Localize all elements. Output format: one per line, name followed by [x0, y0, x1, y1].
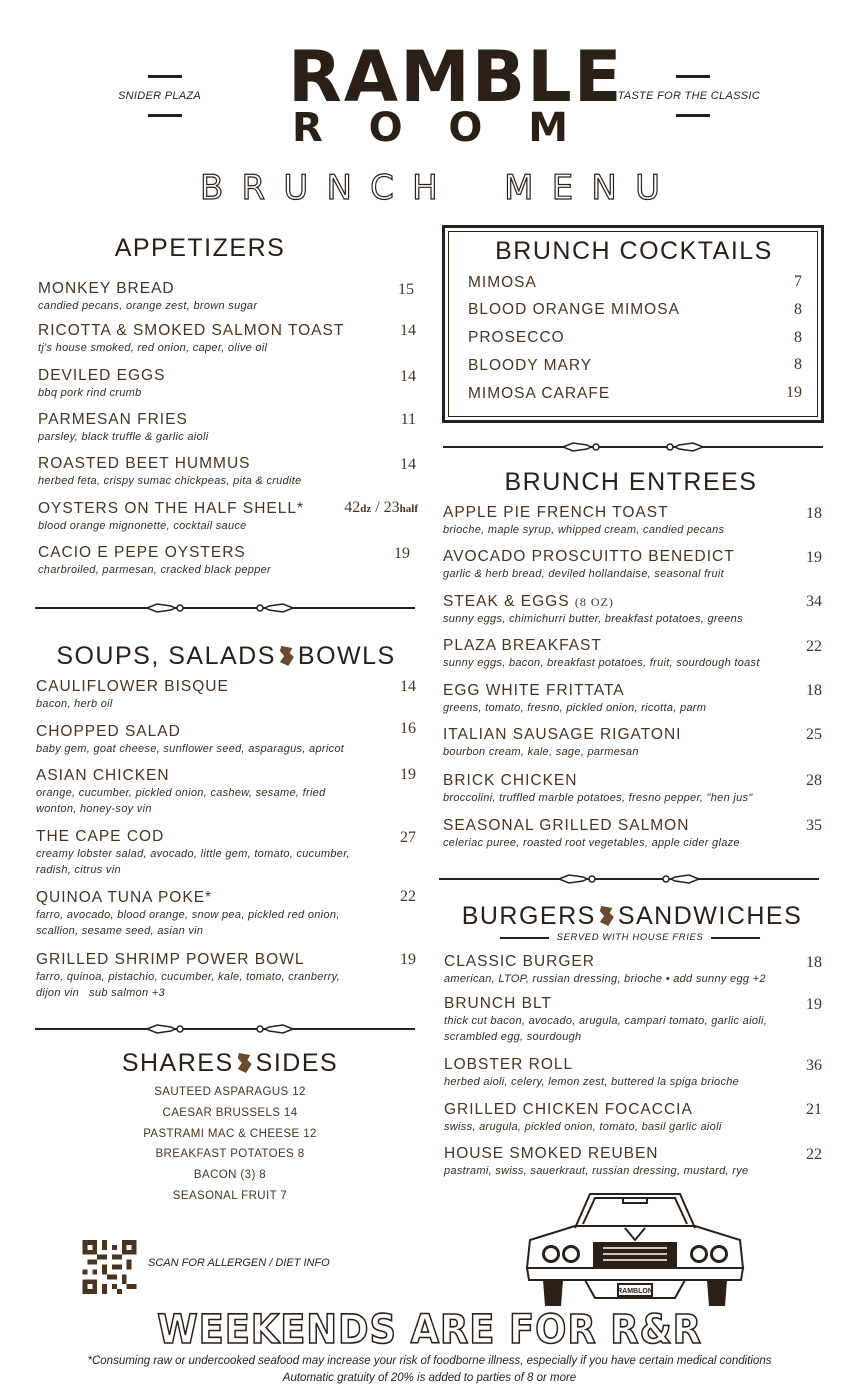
item-price: 18: [806, 954, 822, 971]
item-name: BRICK CHICKEN: [443, 772, 578, 789]
menu-item: [444, 1145, 748, 1179]
qr-code-icon[interactable]: [82, 1240, 137, 1294]
cocktail-name: BLOOD ORANGE MIMOSA: [468, 301, 680, 318]
item-name: EGG WHITE FRITTATA: [443, 682, 625, 699]
item-price: 19: [806, 996, 822, 1013]
cocktail-name: PROSECCO: [468, 329, 565, 346]
item-name: MONKEY BREAD: [38, 280, 175, 297]
logo-room: [288, 105, 572, 151]
item-desc: herbed aioli, celery, lemon zest, buttered la spiga brioche: [444, 1076, 740, 1088]
item-desc: farro, quinoa, pistachio, cucumber, kale, tomato, cranberry, dijon vin sub salmon +3: [36, 971, 344, 999]
allergen-scan-label: SCAN FOR ALLERGEN / DIET INFO: [148, 1257, 330, 1269]
entrees-title: BRUNCH ENTREES: [504, 468, 758, 496]
item-name: ASIAN CHICKEN: [36, 767, 170, 784]
menu-item: [443, 548, 735, 582]
item-desc: swiss, arugula, pickled onion, tomato, basil garlic aioli: [444, 1121, 722, 1133]
title-letter: R: [241, 168, 266, 208]
cocktail-name: MIMOSA: [468, 274, 537, 291]
title-letter: U: [635, 168, 660, 208]
ornamental-divider: [35, 1023, 415, 1035]
item-name: PLAZA BREAKFAST: [443, 637, 602, 654]
item-name: PARMESAN FRIES: [38, 411, 188, 428]
location-tag: SNIDER PLAZA: [118, 90, 202, 102]
item-price: 22: [400, 888, 416, 905]
title-letter: C: [370, 168, 394, 208]
menu-item: [38, 455, 302, 489]
item-price: 14: [400, 322, 416, 339]
item-desc: creamy lobster salad, avocado, little gem, tomato, cucumber, radish, citrus vin: [36, 848, 350, 876]
item-desc: farro, avocado, blood orange, snow pea, pickled red onion, scallion, sesame seed, asian vin: [36, 909, 340, 937]
item-price: 15: [398, 281, 414, 298]
sides-title: SHARES SIDES: [121, 1049, 339, 1077]
item-name: BRUNCH BLT: [444, 995, 552, 1012]
title-letter: U: [283, 168, 309, 208]
item-name: CHOPPED SALAD: [36, 723, 181, 740]
item-desc: american, LTOP, russian dressing, brioche • add sunny egg +2: [444, 973, 766, 985]
ornamental-divider: [439, 873, 819, 885]
menu-item: [444, 1056, 739, 1090]
portion-size: (8 OZ): [574, 595, 614, 609]
logo-letter: O: [368, 105, 403, 151]
logo-letter: M: [528, 105, 568, 151]
item-desc: candied pecans, orange zest, brown sugar: [38, 300, 258, 312]
divider-ornament-icon: [665, 441, 705, 453]
item-price: 25: [806, 726, 822, 743]
title-letter: N: [326, 168, 352, 208]
item-price: 14: [400, 456, 416, 473]
item-name: CAULIFLOWER BISQUE: [36, 678, 229, 695]
item-name: LOBSTER ROLL: [444, 1056, 574, 1073]
item-price: 22: [806, 638, 822, 655]
menu-item: [443, 817, 740, 851]
item-name: GRILLED CHICKEN FOCACCIA: [444, 1101, 693, 1118]
title-letter: M: [504, 168, 534, 208]
menu-item: [444, 1101, 722, 1135]
item-name: SEASONAL GRILLED SALMON: [443, 817, 690, 834]
title-letter: B: [200, 168, 224, 208]
item-price: 19: [806, 549, 822, 566]
item-desc: garlic & herb bread, deviled hollandaise, seasonal fruit: [443, 568, 724, 580]
tagline: A TASTE FOR THE CLASSIC: [607, 90, 760, 102]
cocktail-price: 8: [794, 356, 802, 373]
menu-item: [443, 726, 681, 760]
cocktail-price: 8: [794, 301, 802, 318]
ornamental-divider: [35, 602, 415, 614]
divider-ornament-icon: [145, 1023, 185, 1035]
item-name: QUINOA TUNA POKE*: [36, 889, 213, 906]
appetizers-title: APPETIZERS: [114, 234, 286, 262]
ampersand-ornament-icon: [600, 906, 614, 926]
logo-letter: R: [292, 105, 323, 151]
divider-ornament-icon: [255, 1023, 295, 1035]
item-desc: sunny eggs, bacon, breakfast potatoes, fruit, sourdough toast: [443, 657, 760, 669]
license-plate: RAMBLON: [617, 1288, 653, 1295]
item-price: 19: [394, 545, 410, 562]
item-price: 14: [400, 678, 416, 695]
item-price: 18: [806, 682, 822, 699]
cocktail-price: 8: [794, 329, 802, 346]
menu-item: [36, 889, 376, 939]
cocktails-title: BRUNCH COCKTAILS: [495, 237, 773, 265]
item-name: THE CAPE COD: [36, 828, 165, 845]
item-price: 14: [400, 368, 416, 385]
seafood-disclaimer: *Consuming raw or undercooked seafood may increase your risk of foodborne illness, especially if you have certain medical conditions: [87, 1355, 772, 1367]
item-desc: herbed feta, crispy sumac chickpeas, pita & crudite: [38, 475, 302, 487]
left-rule-bottom: [148, 114, 182, 117]
soups-title: SOUPS, SALADS BOWLS: [56, 642, 396, 670]
ampersand-ornament-icon: [280, 646, 294, 666]
item-price: 16: [400, 720, 416, 737]
menu-item: [36, 678, 229, 712]
item-price: 35: [806, 817, 822, 834]
item-name: GRILLED SHRIMP POWER BOWL: [36, 951, 305, 968]
right-rule-bottom: [676, 114, 710, 117]
item-name: APPLE PIE FRENCH TOAST: [443, 504, 669, 521]
item-desc: broccolini, truffled marble potatoes, fresno pepper, "hen jus": [443, 792, 753, 804]
item-desc: tj's house smoked, red onion, caper, olive oil: [38, 342, 268, 354]
side-item: BACON (3) 8: [193, 1169, 267, 1181]
menu-title: [200, 168, 660, 208]
title-letter: N: [591, 168, 617, 208]
logo-letter: O: [448, 105, 483, 151]
ornamental-divider: [443, 441, 823, 453]
item-desc: celeriac puree, roasted root vegetables, apple cider glaze: [443, 837, 740, 849]
ampersand-ornament-icon: [238, 1053, 252, 1073]
item-desc: bbq pork rind crumb: [38, 387, 142, 399]
item-price: 19: [400, 766, 416, 783]
item-price: 19: [400, 951, 416, 968]
item-desc: brioche, maple syrup, whipped cream, candied pecans: [443, 524, 725, 536]
item-price-oysters: 42dz / 23half: [344, 499, 418, 516]
item-name: ITALIAN SAUSAGE RIGATONI: [443, 726, 682, 743]
item-price: 22: [806, 1146, 822, 1163]
divider-ornament-icon: [557, 873, 597, 885]
item-name: AVOCADO PROSCUITTO BENEDICT: [443, 548, 735, 565]
item-price: 27: [400, 829, 416, 846]
side-item: SAUTEED ASPARAGUS 12: [154, 1086, 306, 1098]
item-price: 21: [806, 1101, 822, 1118]
divider-ornament-icon: [661, 873, 701, 885]
title-letter: E: [551, 168, 574, 208]
item-name: ROASTED BEET HUMMUS: [38, 455, 251, 472]
menu-item: [36, 828, 366, 878]
menu-item: [444, 995, 784, 1045]
item-name: CLASSIC BURGER: [444, 953, 595, 970]
item-price: 18: [806, 505, 822, 522]
item-desc: blood orange mignonette, cocktail sauce: [38, 520, 247, 532]
menu-item: [36, 723, 344, 757]
left-rule-top: [148, 75, 182, 78]
item-price: 36: [806, 1057, 822, 1074]
menu-item: [38, 280, 257, 314]
cocktail-name: BLOODY MARY: [468, 357, 593, 374]
item-name: OYSTERS ON THE HALF SHELL*: [38, 500, 305, 517]
menu-item: [443, 682, 706, 716]
item-desc: parsley, black truffle & garlic aioli: [38, 431, 209, 443]
item-name: HOUSE SMOKED REUBEN: [444, 1145, 659, 1162]
item-desc: pastrami, swiss, sauerkraut, russian dressing, mustard, rye: [444, 1165, 749, 1177]
item-desc: greens, tomato, fresno, pickled onion, ricotta, parm: [443, 702, 707, 714]
item-desc: bacon, herb oil: [36, 698, 113, 710]
item-desc: bourbon cream, kale, sage, parmesan: [443, 746, 639, 758]
cocktail-name: MIMOSA CARAFE: [468, 385, 611, 402]
gratuity-note: Automatic gratuity of 20% is added to parties of 8 or more: [282, 1372, 577, 1384]
item-name: RICOTTA & SMOKED SALMON TOAST: [38, 322, 345, 339]
weekend-slogan: WEEKENDS ARE FOR R&R: [157, 1307, 702, 1353]
divider-ornament-icon: [561, 441, 601, 453]
divider-ornament-icon: [145, 602, 185, 614]
side-item: PASTRAMI MAC & CHEESE 12: [143, 1128, 317, 1140]
burgers-subtitle: SERVED WITH HOUSE FRIES: [500, 932, 760, 943]
item-desc: sunny eggs, chimichurri butter, breakfast potatoes, greens: [443, 613, 743, 625]
title-letter: H: [412, 168, 438, 208]
menu-item: [36, 951, 356, 1001]
vintage-car-icon: [515, 1188, 755, 1308]
menu-item: [38, 411, 208, 445]
item-name: DEVILED EGGS: [38, 367, 166, 384]
menu-item: [38, 367, 165, 401]
side-item: SEASONAL FRUIT 7: [172, 1190, 288, 1202]
item-desc: baby gem, goat cheese, sunflower seed, asparagus, apricot: [36, 743, 345, 755]
menu-item: [443, 504, 724, 538]
item-price: 11: [400, 411, 416, 428]
menu-item: [443, 593, 743, 627]
menu-item: [444, 953, 766, 987]
menu-item: [38, 500, 304, 534]
item-price: 34: [806, 593, 822, 610]
menu-item: [38, 544, 271, 578]
logo-ramble: RAMBLE: [288, 36, 624, 118]
item-price: 28: [806, 772, 822, 789]
item-name: STEAK & EGGS (8 OZ): [443, 593, 614, 610]
right-rule-top: [676, 75, 710, 78]
cocktail-price: 19: [786, 384, 802, 401]
menu-item: [443, 637, 760, 671]
item-desc: thick cut bacon, avocado, arugula, campari tomato, garlic aioli, scrambled egg, sourdough: [444, 1015, 768, 1043]
cocktail-price: 7: [794, 273, 802, 290]
menu-item: [443, 772, 753, 806]
item-desc: charbroiled, parmesan, cracked black pepper: [38, 564, 272, 576]
menu-item: [36, 767, 366, 817]
menu-item: [38, 322, 344, 356]
burgers-title: BURGERS SANDWICHES: [461, 902, 803, 930]
item-desc: orange, cucumber, pickled onion, cashew, sesame, fried wonton, honey-soy vin: [36, 787, 326, 815]
item-name: CACIO E PEPE OYSTERS: [38, 544, 246, 561]
side-item: CAESAR BRUSSELS 14: [162, 1107, 298, 1119]
side-item: BREAKFAST POTATOES 8: [155, 1148, 305, 1160]
divider-ornament-icon: [255, 602, 295, 614]
